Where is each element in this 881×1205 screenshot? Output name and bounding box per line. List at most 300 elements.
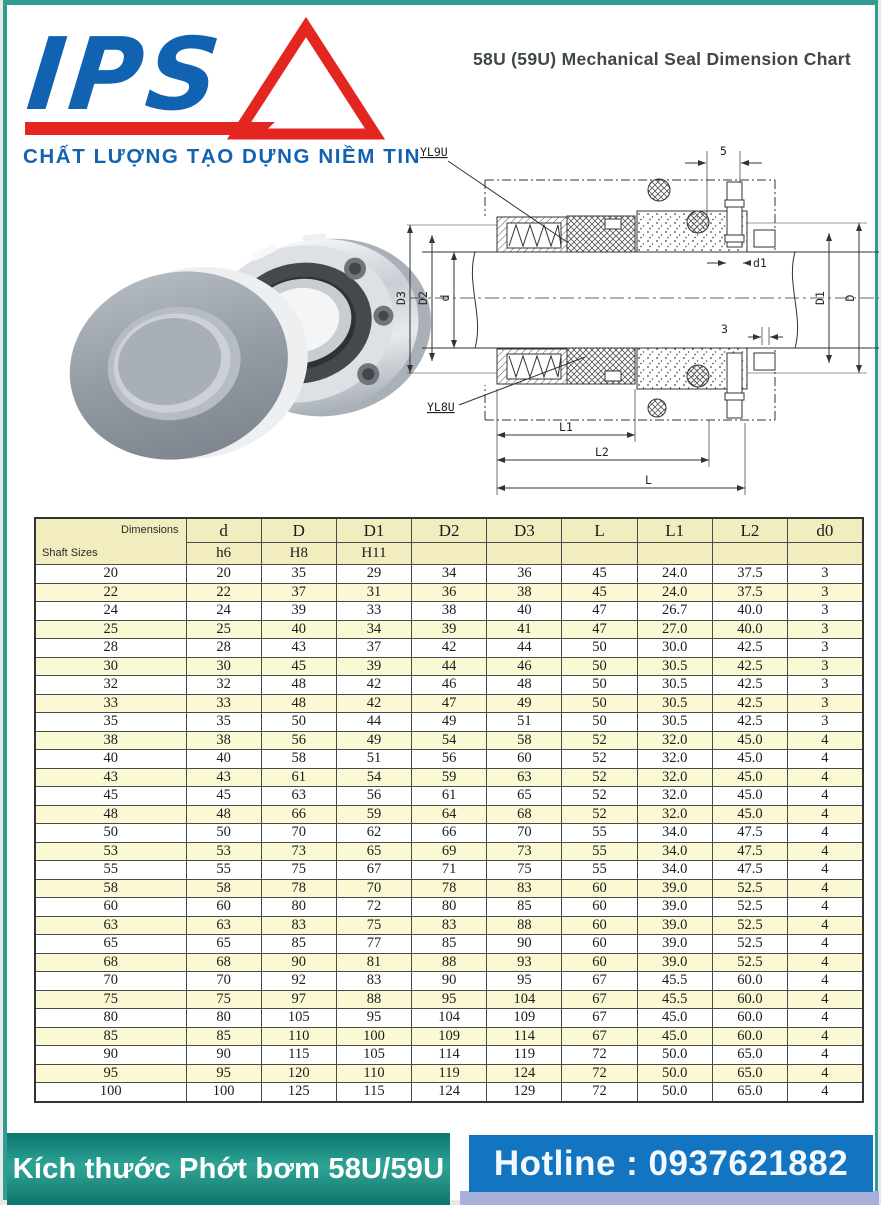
part-label-yl8u: YL8U: [427, 400, 455, 414]
dimension-cell: 40.0: [712, 620, 787, 639]
dimension-cell: 58: [186, 879, 261, 898]
dimension-cell: 55: [562, 861, 637, 880]
dimension-cell: 45: [261, 657, 336, 676]
dimension-cell: 105: [336, 1046, 411, 1065]
dimension-cell: 39: [261, 602, 336, 621]
dimension-cell: 59: [336, 805, 411, 824]
dimension-cell: 4: [788, 972, 863, 991]
dimension-cell: 45.0: [712, 805, 787, 824]
logo-tagline: CHẤT LƯỢNG TẠO DỰNG NIỀM TIN: [23, 145, 422, 168]
shaft-size-cell: 24: [35, 602, 186, 621]
dimension-cell: 38: [186, 731, 261, 750]
dimension-cell: 30.5: [637, 713, 712, 732]
table-row: [35, 639, 863, 658]
corner-label-shaft-sizes: Shaft Sizes: [42, 547, 98, 559]
dimension-cell: 72: [336, 898, 411, 917]
dimension-cell: 32.0: [637, 787, 712, 806]
dimension-cell: 75: [186, 990, 261, 1009]
dimension-cell: 43: [186, 768, 261, 787]
shaft-size-cell: 95: [35, 1064, 186, 1083]
table-row: [35, 879, 863, 898]
dimension-cell: 66: [261, 805, 336, 824]
dimension-cell: 63: [487, 768, 562, 787]
tolerance-H8: H8: [261, 543, 336, 565]
table-row: [35, 620, 863, 639]
table-row: [35, 842, 863, 861]
dimension-cell: 50: [562, 657, 637, 676]
table-row: [35, 694, 863, 713]
dimension-cell: 60: [487, 750, 562, 769]
dimension-cell: 58: [487, 731, 562, 750]
shaft-size-cell: 85: [35, 1027, 186, 1046]
dimension-cell: 61: [261, 768, 336, 787]
dimension-cell: 45: [186, 787, 261, 806]
dimension-cell: 95: [412, 990, 487, 1009]
dimension-cell: 95: [487, 972, 562, 991]
column-header-L1: L1: [637, 518, 712, 543]
dimension-cell: 104: [412, 1009, 487, 1028]
dimension-cell: 30.5: [637, 694, 712, 713]
dimension-cell: 92: [261, 972, 336, 991]
column-header-D3: D3: [487, 518, 562, 543]
shaft-size-cell: 35: [35, 713, 186, 732]
table-row: [35, 583, 863, 602]
dimension-cell: 24: [186, 602, 261, 621]
dimension-cell: 105: [261, 1009, 336, 1028]
dimension-cell: 119: [412, 1064, 487, 1083]
dimension-cell: 70: [487, 824, 562, 843]
dim-label-L2: L2: [595, 445, 609, 459]
dimension-cell: 4: [788, 879, 863, 898]
table-row: [35, 1064, 863, 1083]
dimension-cell: 4: [788, 1064, 863, 1083]
dimension-cell: 42.5: [712, 713, 787, 732]
dimension-cell: 60: [562, 935, 637, 954]
dimension-cell: 56: [261, 731, 336, 750]
dimension-cell: 72: [562, 1083, 637, 1102]
dimension-cell: 4: [788, 842, 863, 861]
table-row: [35, 1046, 863, 1065]
dimension-cell: 42.5: [712, 657, 787, 676]
dimension-cell: 60: [562, 879, 637, 898]
shaft-size-cell: 65: [35, 935, 186, 954]
table-row: [35, 1009, 863, 1028]
column-header-L: L: [562, 518, 637, 543]
shaft-size-cell: 20: [35, 565, 186, 584]
dimension-cell: 40.0: [712, 602, 787, 621]
footer-accent-strip: [460, 1191, 879, 1205]
dimension-cell: 69: [412, 842, 487, 861]
dimension-cell: 49: [487, 694, 562, 713]
dim-label-D2: D2: [416, 291, 430, 305]
dimension-cell: 36: [487, 565, 562, 584]
dimension-cell: 60.0: [712, 990, 787, 1009]
dimension-cell: 47.5: [712, 824, 787, 843]
dimension-cell: 85: [412, 935, 487, 954]
dimension-cell: 65: [336, 842, 411, 861]
dimension-cell: 47: [562, 602, 637, 621]
dimension-cell: 3: [788, 713, 863, 732]
dimension-cell: 95: [336, 1009, 411, 1028]
dimension-cell: 39: [336, 657, 411, 676]
dimension-cell: 3: [788, 676, 863, 695]
dimension-cell: 109: [487, 1009, 562, 1028]
dimension-cell: 51: [336, 750, 411, 769]
dimension-cell: 59: [412, 768, 487, 787]
dimension-cell: 32.0: [637, 805, 712, 824]
column-header-d: d: [186, 518, 261, 543]
dimension-cell: 3: [788, 694, 863, 713]
dimension-cell: 90: [487, 935, 562, 954]
logo-text: IPS: [22, 16, 229, 133]
dimension-cell: 68: [487, 805, 562, 824]
dimension-cell: 48: [487, 676, 562, 695]
dimension-cell: 4: [788, 768, 863, 787]
dim-label-5: 5: [720, 144, 727, 158]
dimension-cell: 42: [412, 639, 487, 658]
dimension-cell: 81: [336, 953, 411, 972]
table-row: [35, 916, 863, 935]
dimension-cell: 42.5: [712, 639, 787, 658]
dimension-cell: 83: [412, 916, 487, 935]
dimension-cell: 110: [336, 1064, 411, 1083]
dimension-cell: 80: [261, 898, 336, 917]
dimension-cell: 3: [788, 657, 863, 676]
dimension-cell: 70: [336, 879, 411, 898]
shaft-size-cell: 63: [35, 916, 186, 935]
dimension-cell: 67: [562, 1027, 637, 1046]
dimension-cell: 52.5: [712, 916, 787, 935]
dimension-cell: 124: [412, 1083, 487, 1102]
dimension-cell: 39.0: [637, 879, 712, 898]
tolerance-h6: h6: [186, 543, 261, 565]
dimension-cell: 55: [562, 824, 637, 843]
dimension-cell: 115: [261, 1046, 336, 1065]
dimension-cell: 63: [261, 787, 336, 806]
dimension-cell: 119: [487, 1046, 562, 1065]
dimension-cell: 97: [261, 990, 336, 1009]
dimension-cell: 58: [261, 750, 336, 769]
dimension-cell: 42: [336, 694, 411, 713]
dimension-cell: 109: [412, 1027, 487, 1046]
column-header-D2: D2: [412, 518, 487, 543]
dimension-cell: 4: [788, 824, 863, 843]
table-row: [35, 787, 863, 806]
dimension-cell: 78: [412, 879, 487, 898]
table-row: [35, 768, 863, 787]
dimension-cell: 4: [788, 1083, 863, 1102]
dimension-cell: 67: [562, 990, 637, 1009]
dimension-cell: 4: [788, 990, 863, 1009]
table-row: [35, 1027, 863, 1046]
dimension-cell: 40: [487, 602, 562, 621]
dimension-cell: 48: [261, 676, 336, 695]
dimension-cell: 90: [261, 953, 336, 972]
dimension-cell: 22: [186, 583, 261, 602]
dimension-cell: 3: [788, 583, 863, 602]
technical-diagram: [394, 135, 881, 510]
dimension-cell: 85: [487, 898, 562, 917]
dimension-cell: 27.0: [637, 620, 712, 639]
column-header-D1: D1: [336, 518, 411, 543]
dimension-cell: 45.0: [712, 731, 787, 750]
dimension-cell: 4: [788, 805, 863, 824]
column-header-d0: d0: [788, 518, 863, 543]
dimension-cell: 38: [412, 602, 487, 621]
dimension-cell: 29: [336, 565, 411, 584]
tolerance-empty: [712, 543, 787, 565]
dimension-cell: 34.0: [637, 824, 712, 843]
dimension-cell: 93: [487, 953, 562, 972]
dimension-cell: 70: [186, 972, 261, 991]
dimension-cell: 61: [412, 787, 487, 806]
dimension-cell: 3: [788, 565, 863, 584]
shaft-size-cell: 70: [35, 972, 186, 991]
table-row: [35, 861, 863, 880]
dimension-cell: 30: [186, 657, 261, 676]
dimension-cell: 50: [186, 824, 261, 843]
dimension-cell: 34.0: [637, 861, 712, 880]
dimension-cell: 67: [562, 972, 637, 991]
dimension-cell: 100: [336, 1027, 411, 1046]
shaft-size-cell: 48: [35, 805, 186, 824]
ips-logo: [13, 11, 433, 171]
dimension-cell: 47: [562, 620, 637, 639]
dimension-cell: 37: [261, 583, 336, 602]
table-row: [35, 750, 863, 769]
table-row: [35, 657, 863, 676]
dimension-cell: 60.0: [712, 972, 787, 991]
dimension-cell: 50: [562, 713, 637, 732]
dimension-cell: 65: [487, 787, 562, 806]
dimension-cell: 52.5: [712, 879, 787, 898]
dimension-cell: 83: [336, 972, 411, 991]
dimension-cell: 4: [788, 1009, 863, 1028]
dimension-cell: 45.0: [637, 1027, 712, 1046]
dimension-cell: 55: [186, 861, 261, 880]
dimension-cell: 39: [412, 620, 487, 639]
table-row: [35, 824, 863, 843]
dimension-cell: 24.0: [637, 583, 712, 602]
shaft-size-cell: 50: [35, 824, 186, 843]
dimension-cell: 30.5: [637, 657, 712, 676]
tolerance-empty: [637, 543, 712, 565]
dimension-cell: 20: [186, 565, 261, 584]
dimension-cell: 78: [261, 879, 336, 898]
dimension-cell: 53: [186, 842, 261, 861]
hotline-text: Hotline : 0937621882: [493, 1143, 849, 1183]
dimension-cell: 52.5: [712, 935, 787, 954]
dimension-cell: 34: [336, 620, 411, 639]
dimension-cell: 32.0: [637, 768, 712, 787]
product-photo: [21, 201, 413, 499]
dimension-cell: 60: [186, 898, 261, 917]
dimension-cell: 4: [788, 1027, 863, 1046]
logo-triangle: [237, 27, 375, 134]
dimension-cell: 66: [412, 824, 487, 843]
dimension-cell: 49: [412, 713, 487, 732]
tolerance-empty: [412, 543, 487, 565]
dimension-cell: 90: [186, 1046, 261, 1065]
dimension-cell: 52: [562, 787, 637, 806]
dimension-cell: 3: [788, 620, 863, 639]
dimension-cell: 114: [412, 1046, 487, 1065]
dimension-cell: 73: [487, 842, 562, 861]
dimension-cell: 60: [562, 898, 637, 917]
dimension-cell: 52: [562, 805, 637, 824]
dimension-cell: 48: [186, 805, 261, 824]
dimension-cell: 62: [336, 824, 411, 843]
dimension-cell: 75: [336, 916, 411, 935]
shaft-size-cell: 58: [35, 879, 186, 898]
dimension-cell: 60: [562, 916, 637, 935]
corner-label-dimensions: Dimensions: [121, 524, 179, 536]
dimension-cell: 45.5: [637, 972, 712, 991]
table-row: [35, 565, 863, 584]
dimension-cell: 85: [261, 935, 336, 954]
shaft-size-cell: 22: [35, 583, 186, 602]
tolerance-H11: H11: [336, 543, 411, 565]
dimension-cell: 64: [412, 805, 487, 824]
dimension-cell: 39.0: [637, 898, 712, 917]
dimension-cell: 34.0: [637, 842, 712, 861]
dimension-cell: 90: [412, 972, 487, 991]
dimension-cell: 65.0: [712, 1046, 787, 1065]
dimension-cell: 31: [336, 583, 411, 602]
dimension-cell: 129: [487, 1083, 562, 1102]
dimension-cell: 83: [487, 879, 562, 898]
corner-cell: [35, 518, 186, 565]
dimension-cell: 65: [186, 935, 261, 954]
dimension-cell: 80: [186, 1009, 261, 1028]
dimension-cell: 40: [261, 620, 336, 639]
shaft-size-cell: 28: [35, 639, 186, 658]
column-header-L2: L2: [712, 518, 787, 543]
dimension-cell: 37.5: [712, 583, 787, 602]
shaft-size-cell: 40: [35, 750, 186, 769]
dimension-cell: 52: [562, 750, 637, 769]
shaft-size-cell: 38: [35, 731, 186, 750]
table-row: [35, 731, 863, 750]
dimension-cell: 32.0: [637, 731, 712, 750]
dimension-cell: 37.5: [712, 565, 787, 584]
shaft-size-cell: 53: [35, 842, 186, 861]
dimension-cell: 33: [336, 602, 411, 621]
dimension-cell: 72: [562, 1046, 637, 1065]
shaft-size-cell: 60: [35, 898, 186, 917]
dimension-cell: 50: [261, 713, 336, 732]
dim-label-D: D: [843, 294, 857, 302]
dimension-cell: 75: [487, 861, 562, 880]
dimension-cell: 72: [562, 1064, 637, 1083]
table-row: [35, 935, 863, 954]
dimension-cell: 70: [261, 824, 336, 843]
dimension-cell: 54: [412, 731, 487, 750]
dimension-cell: 45.0: [712, 787, 787, 806]
dimension-cell: 28: [186, 639, 261, 658]
tolerance-empty: [487, 543, 562, 565]
table-row: [35, 972, 863, 991]
dimension-cell: 80: [412, 898, 487, 917]
shaft-size-cell: 100: [35, 1083, 186, 1102]
dimension-cell: 41: [487, 620, 562, 639]
dimension-cell: 4: [788, 916, 863, 935]
dimension-cell: 4: [788, 787, 863, 806]
column-header-row: [35, 518, 863, 543]
shaft-size-cell: 30: [35, 657, 186, 676]
dimension-cell: 24.0: [637, 565, 712, 584]
dimension-cell: 4: [788, 898, 863, 917]
dimension-cell: 63: [186, 916, 261, 935]
dimension-cell: 35: [186, 713, 261, 732]
dimension-cell: 44: [336, 713, 411, 732]
dimension-cell: 46: [487, 657, 562, 676]
dimension-cell: 32.0: [637, 750, 712, 769]
dimension-cell: 75: [261, 861, 336, 880]
dimension-cell: 48: [261, 694, 336, 713]
dimension-cell: 60.0: [712, 1009, 787, 1028]
dimension-cell: 43: [261, 639, 336, 658]
dimension-cell: 34: [412, 565, 487, 584]
dimension-cell: 88: [412, 953, 487, 972]
dimension-cell: 36: [412, 583, 487, 602]
dimension-cell: 44: [487, 639, 562, 658]
dimension-cell: 45.5: [637, 990, 712, 1009]
dimension-cell: 71: [412, 861, 487, 880]
dimension-cell: 46: [412, 676, 487, 695]
dimension-cell: 50.0: [637, 1083, 712, 1102]
dimension-cell: 88: [487, 916, 562, 935]
dimension-cell: 50: [562, 639, 637, 658]
dimension-cell: 54: [336, 768, 411, 787]
dimension-cell: 42: [336, 676, 411, 695]
dimension-cell: 32: [186, 676, 261, 695]
dimension-cell: 52.5: [712, 898, 787, 917]
dimension-cell: 68: [186, 953, 261, 972]
dimension-cell: 100: [186, 1083, 261, 1102]
dimension-cell: 125: [261, 1083, 336, 1102]
footer-caption-bar: [7, 1133, 450, 1205]
dimension-cell: 85: [186, 1027, 261, 1046]
dimension-cell: 110: [261, 1027, 336, 1046]
shaft-size-cell: 68: [35, 953, 186, 972]
dimension-cell: 42.5: [712, 676, 787, 695]
dim-label-d: d: [438, 294, 452, 302]
dim-label-3: 3: [721, 322, 728, 336]
dimension-cell: 45.0: [637, 1009, 712, 1028]
footer-caption: Kích thước Phớt bơm 58U/59U: [12, 1152, 445, 1185]
dimension-cell: 50: [562, 694, 637, 713]
dimension-cell: 60.0: [712, 1027, 787, 1046]
dimension-cell: 55: [562, 842, 637, 861]
table-row: [35, 713, 863, 732]
dimension-cell: 47.5: [712, 842, 787, 861]
dimension-cell: 37: [336, 639, 411, 658]
shaft-size-cell: 43: [35, 768, 186, 787]
dimension-cell: 4: [788, 935, 863, 954]
dim-label-L: L: [645, 473, 652, 487]
shaft-size-cell: 75: [35, 990, 186, 1009]
dimension-cell: 104: [487, 990, 562, 1009]
dimension-cell: 114: [487, 1027, 562, 1046]
dimension-cell: 50: [562, 676, 637, 695]
dimension-cell: 45.0: [712, 750, 787, 769]
table-row: [35, 805, 863, 824]
part-label-yl9u: YL9U: [420, 145, 448, 159]
dimension-cell: 39.0: [637, 935, 712, 954]
dimension-cell: 45.0: [712, 768, 787, 787]
dimension-cell: 50.0: [637, 1064, 712, 1083]
